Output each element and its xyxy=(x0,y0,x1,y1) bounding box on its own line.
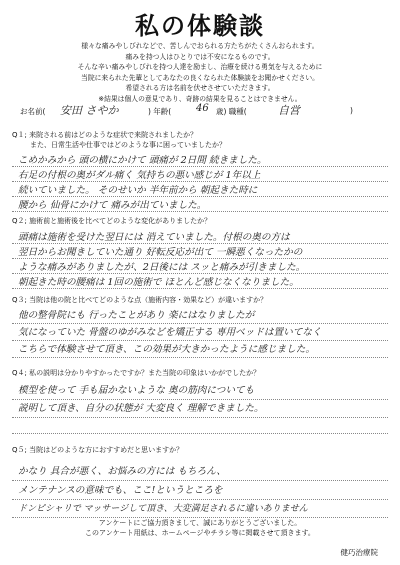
answer-line: 右足の付根の奥がダル痛く 気持ちの悪い感じが 1年以上 xyxy=(18,170,261,181)
intro-line: ※結果は個人の意見であり、奇跡の結果を見ることはできません。 xyxy=(98,94,302,103)
answer-1 xyxy=(18,152,388,212)
question-4 xyxy=(12,368,260,378)
answer-line: 翌日からお聞きしていた通り 好転反応が出て 一瞬悪くなったかの xyxy=(18,247,303,258)
page-title: 私の体験談 xyxy=(135,12,265,40)
intro-line: 当院に来られた先輩としてあなたの良くなられた体験談をお聞かせください。 xyxy=(81,73,319,82)
answer-rule xyxy=(12,273,388,274)
question-5 xyxy=(12,445,183,455)
closing-line: このアンケート用紙は、ホームページやチラシ等に掲載させて頂きます。 xyxy=(85,529,315,537)
answer-rule xyxy=(12,181,388,182)
answer-line: かなり 具合が悪く、お悩みの方には もちろん、 xyxy=(18,466,226,477)
answer-rule xyxy=(12,166,388,167)
answer-line: こめかみから 頭の横にかけて 頭痛が 2日間 続きました。 xyxy=(18,155,267,166)
answer-3 xyxy=(18,307,388,358)
closing-note xyxy=(0,518,400,538)
name-value: 安田 さやか xyxy=(60,104,119,117)
question-line: Q２; 施術前と施術後を比べてどのような変化がありましたか？ xyxy=(12,217,212,225)
info-close: ) xyxy=(350,106,353,115)
job-value: 自営 xyxy=(278,104,300,117)
answer-line: ドンピシャリで マッサージして頂き、大変満足されるに違いありません xyxy=(18,504,308,514)
answer-rule xyxy=(12,243,388,244)
answer-line: メンテナンスの意味でも、ここ!というところを xyxy=(18,485,223,496)
answer-rule xyxy=(12,258,388,259)
clinic-name: 健巧治療院 xyxy=(340,548,378,557)
answer-5 xyxy=(18,463,388,518)
name-label: お名前( xyxy=(20,107,46,116)
question-line: Q５; 当院はどのような方におすすめだと思いますか？ xyxy=(12,446,184,454)
answer-rule xyxy=(12,288,388,289)
answer-line: 気になっていた 骨盤のゆがみなどを矯正する 専用ベッドは置いてなく xyxy=(18,327,322,338)
intro-line: 希望される方は名前を伏せさせていただきます。 xyxy=(125,84,275,93)
answer-rule xyxy=(12,357,388,358)
age-label: ) 年齢( xyxy=(148,107,172,116)
answer-rule xyxy=(12,399,388,400)
job-label: 歳) 職種( xyxy=(216,107,247,116)
answer-2 xyxy=(18,229,388,289)
answer-rule xyxy=(12,340,388,341)
answer-line: こちらで体験させて頂き、この効果が大きかったように感じました。 xyxy=(18,344,315,355)
question-line: Q４; 私の説明は分かりやすかったですか？また当院の印象はいかがでしたか？ xyxy=(12,369,261,377)
intro-line: 痛みを持つ人はひとりでは不安になるものです。 xyxy=(125,52,275,61)
answer-line: ような痛みがありましたが、2日後には スッと痛みが引きました。 xyxy=(18,262,306,273)
answer-rule xyxy=(12,417,388,418)
closing-line: アンケートにご協力頂きまして、誠にありがとうございました。 xyxy=(98,519,302,527)
question-1 xyxy=(12,130,226,150)
answer-line: 他の整骨院にも 行ったことがあり 楽にはなりましたが xyxy=(18,310,255,321)
age-value: 46 xyxy=(196,103,209,114)
intro-text xyxy=(10,41,390,105)
answer-4 xyxy=(18,382,388,418)
question-2 xyxy=(12,216,211,226)
answer-line: 続いていました。 そのせいか 半年前から 朝起きた時に xyxy=(18,185,258,196)
answer-line: 頭痛は施術を受けた翌日には 消えていました。付根の奥の方は xyxy=(18,232,290,243)
question-line: また、日常生活や仕事ではどのような事に困っていましたか？ xyxy=(30,141,226,149)
respondent-info xyxy=(20,102,380,122)
answer-rule xyxy=(12,323,388,324)
answer-line: 模型を使って 手も届かないような 奥の筋肉についても xyxy=(18,385,255,396)
intro-line: 様々な痛みやしびれなどで、苦しんでおられる方たちがたくさんおられます。 xyxy=(81,42,319,50)
answer-line: 腰から 仙骨にかけて 痛みが出ていました。 xyxy=(18,200,207,211)
question-line: Q１; 来院される前はどのような症状で来院されましたか？ xyxy=(12,131,198,139)
answer-line: 朝起きた時の腰痛は 1回の施術で ほとんど感じなくなりました。 xyxy=(18,277,299,288)
answer-rule xyxy=(12,196,388,197)
answer-rule xyxy=(12,480,388,481)
question-line: Q３; 当院は他の院と比べてどのような点（施術内容・効果など）が違いますか？ xyxy=(12,296,268,304)
answer-rule xyxy=(12,433,388,434)
answer-line: 説明して頂き、自分の状態が 大変良く 理解できました。 xyxy=(18,403,264,414)
intro-line: そんな辛い痛みやしびれを持つ人達を励まし、治療を続ける勇気を与えるために xyxy=(77,63,323,72)
answer-rule xyxy=(12,211,388,212)
answer-rule xyxy=(12,499,388,500)
question-3 xyxy=(12,295,267,305)
